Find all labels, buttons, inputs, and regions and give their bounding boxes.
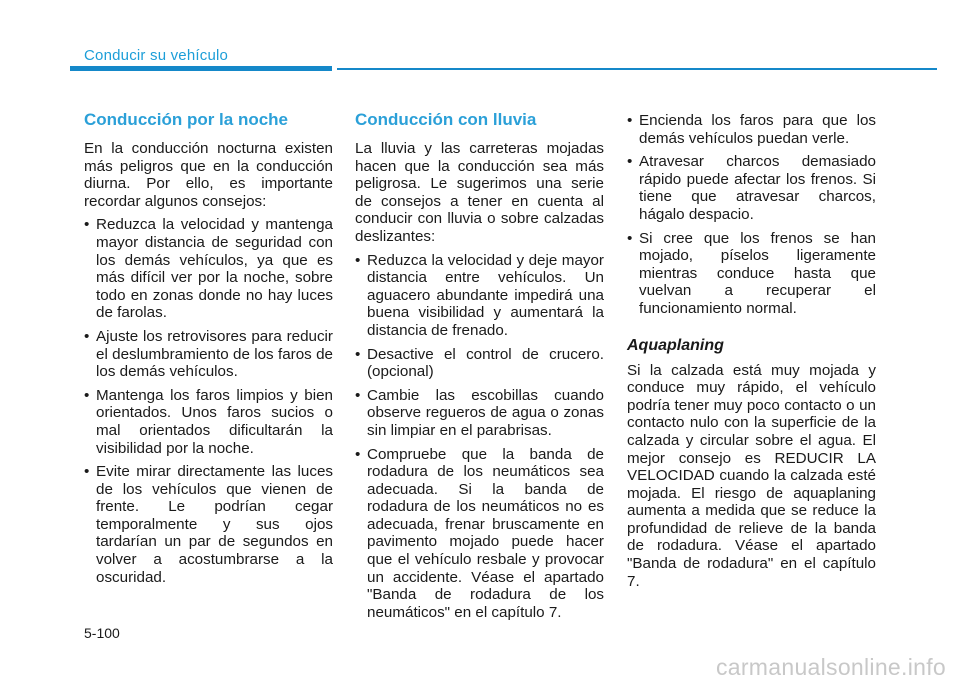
list-item: • Ajuste los retrovisores para reducir el deslumbramiento de los faros de los demás vehículos. xyxy=(84,328,333,381)
aquaplaning-paragraph: Si la calzada está muy mojada y conduce muy rápido, el vehículo podría tener muy poco contacto o un contacto nulo con la superficie de la calzada y circular sobre el agua. El mejor consejo es REDUCIR LA VELOCIDAD cuando la calzada esté mojada. El riesgo de aquaplaning aumenta a medida que se reduce la profundidad de relieve de la banda de rodadura. Véase el apartado "Banda de rodadura" en el capítulo 7. xyxy=(627,361,876,590)
night-driving-intro: En la conducción nocturna existen más peligros que en la conducción diurna. Por ello, es importante recordar algunos consejos: xyxy=(84,140,333,210)
page-number: 5-100 xyxy=(84,625,120,641)
column-night-driving xyxy=(84,110,333,592)
column-rain-driving xyxy=(355,110,604,627)
night-driving-heading: Conducción por la noche xyxy=(84,110,289,129)
rain-driving-list xyxy=(355,252,604,622)
list-item: • Evite mirar directamente las luces de los vehículos que vienen de frente. Le podrían cegar temporalmente y sus ojos tardarían un par de segundos en volver a acostumbrarse a la oscuridad. xyxy=(84,463,333,586)
list-item: • Desactive el control de crucero. (opcional) xyxy=(355,346,604,381)
night-driving-list xyxy=(84,216,333,586)
header-rule-thin xyxy=(337,68,937,70)
column-rain-continued xyxy=(627,112,876,596)
section-title: Conducir su vehículo xyxy=(84,47,229,64)
rain-continued-list xyxy=(627,112,876,318)
list-item: • Compruebe que la banda de rodadura de los neumáticos sea adecuada. Si la banda de rodadura de los neumáticos no es adecuada, frenar bruscamente en pavimento mojado puede hacer que el vehículo resbale y provocar un accidente. Véase el apartado "Banda de rodadura de los neumáticos" en el capítulo 7. xyxy=(355,446,604,622)
list-item: • Reduzca la velocidad y mantenga mayor distancia de seguridad con los demás vehículos, ya que es más difícil ver por la noche, sobre todo en zonas donde no hay luces de farolas. xyxy=(84,216,333,322)
rain-driving-intro: La lluvia y las carreteras mojadas hacen que la conducción sea más peligrosa. Le sugerimos una serie de consejos a tener en cuenta al conducir con lluvia o sobre calzadas deslizantes: xyxy=(355,140,604,245)
watermark: carmanualsonline.info xyxy=(715,654,946,680)
list-item: • Atravesar charcos demasiado rápido puede afectar los frenos. Si tiene que atravesar charcos, hágalo despacio. xyxy=(627,153,876,223)
list-item: • Si cree que los frenos se han mojado, píselos ligeramente mientras conduce hasta que vuelvan a recuperar el funcionamiento normal. xyxy=(627,230,876,318)
list-item: • Reduzca la velocidad y deje mayor distancia entre vehículos. Un aguacero abundante impedirá una buena visibilidad y aumentará la distancia de frenado. xyxy=(355,252,604,340)
header-rule-thick xyxy=(70,66,332,71)
rain-driving-heading: Conducción con lluvia xyxy=(355,110,537,129)
list-item: • Cambie las escobillas cuando observe regueros de agua o zonas sin limpiar en el parabrisas. xyxy=(355,387,604,440)
aquaplaning-heading: Aquaplaning xyxy=(627,336,724,354)
list-item: • Mantenga los faros limpios y bien orientados. Unos faros sucios o mal orientados dificultarán la visibilidad por la noche. xyxy=(84,387,333,457)
list-item: • Encienda los faros para que los demás vehículos puedan verle. xyxy=(627,112,876,147)
